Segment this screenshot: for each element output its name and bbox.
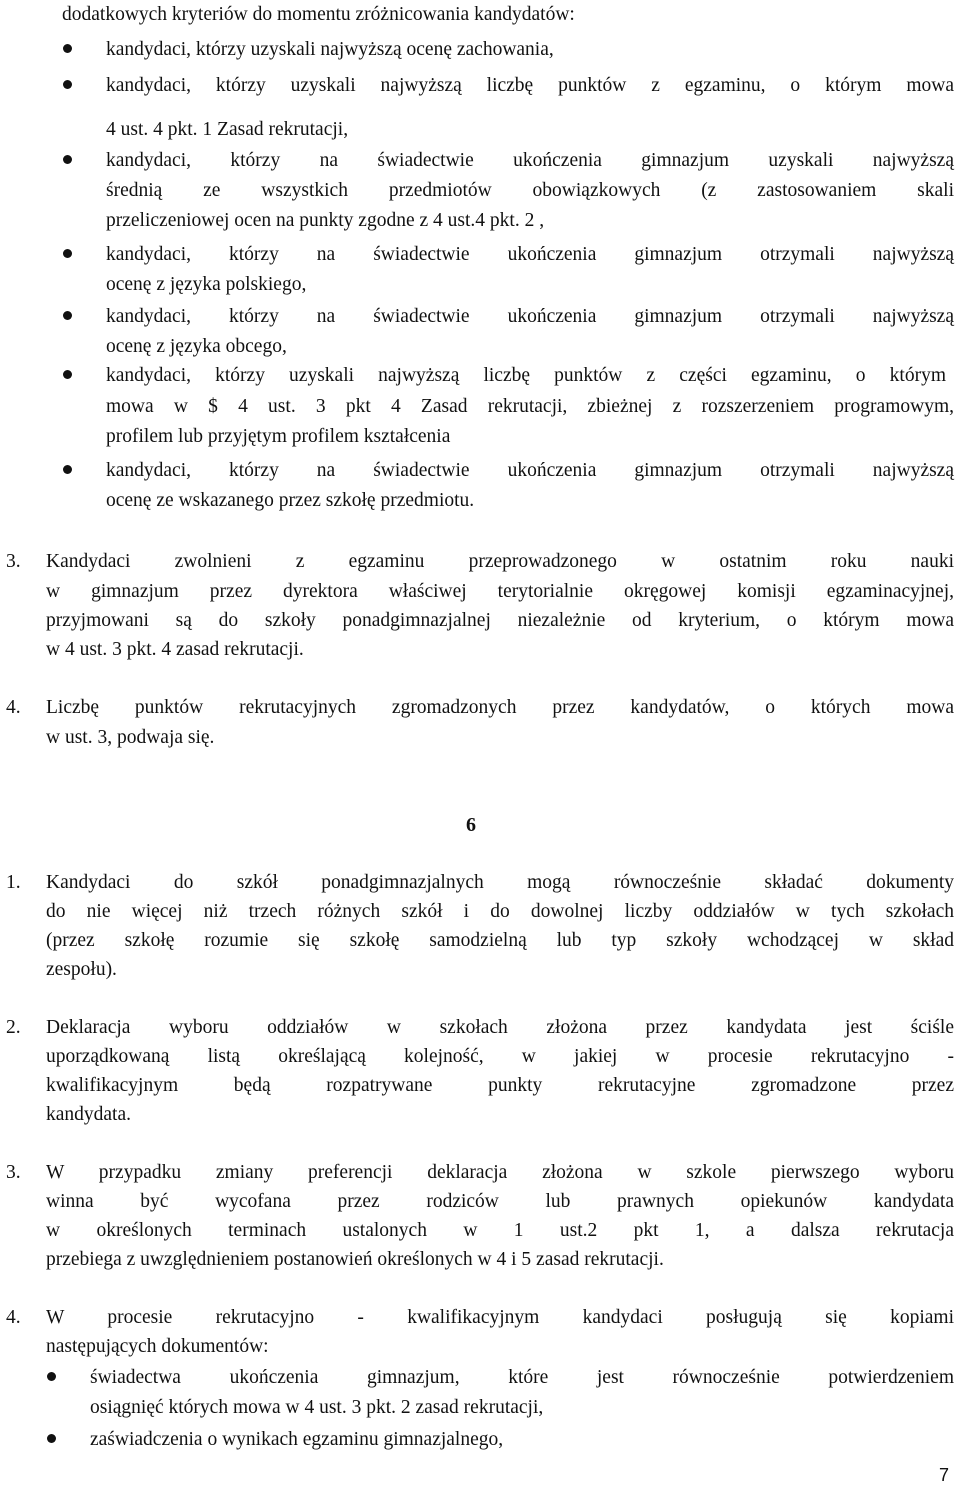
point-4-line-1: Liczbę punktów rekrutacyjnych zgromadzonych przez kandydatów, o których mowa bbox=[46, 697, 954, 718]
section-point-2-line-1: Deklaracja wyboru oddziałów w szkołach złożona przez kandydata jest ściśle bbox=[46, 1017, 954, 1038]
bullet-1-line-1: kandydaci, którzy uzyskali najwyższą ocenę zachowania, bbox=[106, 39, 554, 60]
section-point-2-line-4: kandydata. bbox=[46, 1104, 132, 1125]
bullet-6-line-2: mowa w $ 4 ust. 3 pkt 4 Zasad rekrutacji, zbieżnej z rozszerzeniem programowym, bbox=[106, 396, 954, 417]
point-number: 1. bbox=[6, 872, 21, 893]
section-point-4-line-1: W procesie rekrutacyjno - kwalifikacyjnym kandydaci posługują się kopiami bbox=[46, 1307, 954, 1328]
point-number: 3. bbox=[6, 551, 21, 572]
section-point-1-line-4: zespołu). bbox=[46, 959, 117, 980]
bullet-3-line-3: przeliczeniowej ocen na punkty zgodne z 4 ust.4 pkt. 2 , bbox=[106, 210, 545, 231]
bottom-bullet-1-line-2: osiągnięć których mowa w 4 ust. 3 pkt. 2 zasad rekrutacji, bbox=[90, 1397, 544, 1418]
point-number: 4. bbox=[6, 697, 21, 718]
intro-text: dodatkowych kryteriów do momentu zróżnicowania kandydatów: bbox=[62, 4, 575, 25]
section-point-1-line-2: do nie więcej niż trzech różnych szkół i do dowolnej liczby oddziałów w tych szkołach bbox=[46, 901, 954, 922]
bullet-7-line-2: ocenę ze wskazanego przez szkołę przedmiotu. bbox=[106, 490, 475, 511]
point-3-line-4: w 4 ust. 3 pkt. 4 zasad rekrutacji. bbox=[46, 639, 304, 660]
section-point-3-line-1: W przypadku zmiany preferencji deklaracja złożona w szkole pierwszego wyboru bbox=[46, 1162, 954, 1183]
bullet-dot bbox=[63, 44, 72, 53]
bullet-5-line-1: kandydaci, którzy na świadectwie ukończenia gimnazjum otrzymali najwyższą bbox=[106, 306, 954, 327]
section-heading: 6 bbox=[466, 814, 476, 836]
bullet-dot bbox=[63, 80, 72, 89]
bullet-dot bbox=[63, 155, 72, 164]
point-4-line-2: w ust. 3, podwaja się. bbox=[46, 727, 215, 748]
bullet-4-line-1: kandydaci, którzy na świadectwie ukończenia gimnazjum otrzymali najwyższą bbox=[106, 244, 954, 265]
bullet-2-line-1: kandydaci, którzy uzyskali najwyższą liczbę punktów z egzaminu, o którym mowa bbox=[106, 75, 954, 96]
bullet-dot bbox=[63, 465, 72, 474]
section-point-2-line-2: uporządkowaną listą określającą kolejność, w jakiej w procesie rekrutacyjno - bbox=[46, 1046, 954, 1067]
point-3-line-3: przyjmowani są do szkoły ponadgimnazjalnej niezależnie od kryterium, o którym mowa bbox=[46, 610, 954, 631]
section-point-3-line-4: przebiega z uwzględnieniem postanowień określonych w 4 i 5 zasad rekrutacji. bbox=[46, 1249, 664, 1270]
point-number: 4. bbox=[6, 1307, 21, 1328]
point-3-line-1: Kandydaci zwolnieni z egzaminu przeprowadzonego w ostatnim roku nauki bbox=[46, 551, 954, 572]
bottom-bullet-1-line-1: świadectwa ukończenia gimnazjum, które jest równocześnie potwierdzeniem bbox=[90, 1367, 954, 1388]
bullet-dot bbox=[63, 370, 72, 379]
point-3-line-2: w gimnazjum przez dyrektora właściwej terytorialnie okręgowej komisji egzaminacyjnej, bbox=[46, 581, 954, 602]
section-point-4-line-2: następujących dokumentów: bbox=[46, 1336, 269, 1357]
bullet-5-line-2: ocenę z języka obcego, bbox=[106, 336, 287, 357]
bullet-2-line-2: 4 ust. 4 pkt. 1 Zasad rekrutacji, bbox=[106, 119, 349, 140]
bullet-3-line-2: średnią ze wszystkich przedmiotów obowiązkowych (z zastosowaniem skali bbox=[106, 180, 954, 201]
section-point-1-line-1: Kandydaci do szkół ponadgimnazjalnych mogą równocześnie składać dokumenty bbox=[46, 872, 954, 893]
bullet-dot bbox=[63, 311, 72, 320]
bullet-6-line-3: profilem lub przyjętym profilem kształcenia bbox=[106, 426, 451, 447]
bullet-dot bbox=[47, 1434, 56, 1443]
bullet-3-line-1: kandydaci, którzy na świadectwie ukończenia gimnazjum uzyskali najwyższą bbox=[106, 150, 954, 171]
point-number: 2. bbox=[6, 1017, 21, 1038]
section-point-2-line-3: kwalifikacyjnym będą rozpatrywane punkty rekrutacyjne zgromadzone przez bbox=[46, 1075, 954, 1096]
bullet-dot bbox=[47, 1372, 56, 1381]
bullet-6-line-1: kandydaci, którzy uzyskali najwyższą liczbę punktów z części egzaminu, o którym bbox=[106, 365, 946, 386]
page-number: 7 bbox=[939, 1465, 950, 1485]
bullet-dot bbox=[63, 249, 72, 258]
bottom-bullet-2-line-1: zaświadczenia o wynikach egzaminu gimnazjalnego, bbox=[90, 1429, 504, 1450]
bullet-4-line-2: ocenę z języka polskiego, bbox=[106, 274, 307, 295]
section-point-3-line-3: w określonych terminach ustalonych w 1 ust.2 pkt 1, a dalsza rekrutacja bbox=[46, 1220, 954, 1241]
point-number: 3. bbox=[6, 1162, 21, 1183]
section-point-3-line-2: winna być wycofana przez rodziców lub prawnych opiekunów kandydata bbox=[46, 1191, 954, 1212]
bullet-7-line-1: kandydaci, którzy na świadectwie ukończenia gimnazjum otrzymali najwyższą bbox=[106, 460, 954, 481]
section-point-1-line-3: (przez szkołę rozumie się szkołę samodzielną lub typ szkoły wchodzącej w skład bbox=[46, 930, 954, 951]
